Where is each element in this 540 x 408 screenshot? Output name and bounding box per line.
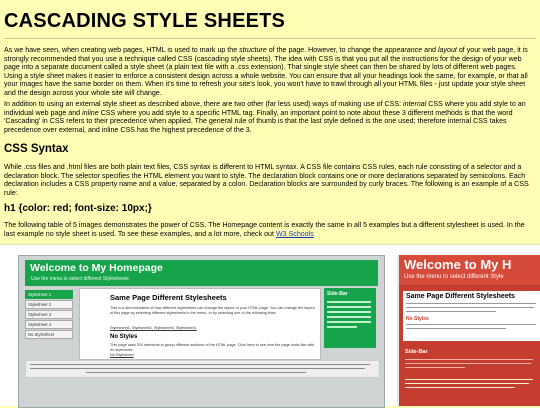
example-nav-item: Stylesheet 2 — [25, 300, 73, 309]
example-screenshot-red — [397, 255, 540, 406]
example-header — [25, 260, 378, 286]
text-run: of the page. However, to change the — [266, 46, 385, 54]
text-line — [327, 311, 371, 313]
example-header-title: Welcome to My Homepage — [30, 262, 163, 274]
emphasis-inline: inline — [82, 108, 99, 117]
text-line — [30, 364, 370, 365]
text-line — [327, 326, 357, 328]
emphasis-appearance: appearance — [384, 46, 423, 54]
text-line — [86, 372, 306, 373]
example-nav-item: Stylesheet 4 — [25, 320, 73, 329]
example-footer — [25, 360, 380, 378]
example-header — [399, 255, 540, 285]
emphasis-internal: internal — [403, 100, 427, 108]
example-main-text: This is a demonstration of how different stylesheets can change the layout of your HTML page. You can change the layout of this page by selecting different stylesheets in the menu, or by selecting one of the following links: — [110, 306, 315, 315]
example-no-styles-text: This page uses DIV elements to group different sections of the HTML page. Click here to see how the page looks like with no stylesheet: — [110, 343, 315, 352]
page-title: CASCADING STYLE SHEETS — [4, 10, 286, 32]
intro-paragraph — [4, 46, 535, 98]
example-header-title: Welcome to My H — [404, 257, 512, 272]
title-divider — [4, 38, 536, 39]
methods-paragraph — [4, 100, 535, 134]
example-main-title: Same Page Different Stylesheets — [406, 293, 515, 300]
example-body — [399, 285, 540, 406]
w3schools-link[interactable]: W3 Schools — [275, 229, 314, 238]
text-line — [406, 324, 536, 325]
text-line — [406, 307, 534, 308]
text-line — [327, 321, 371, 323]
text-line — [327, 301, 371, 303]
example-sidebar-title: Side-Bar — [327, 291, 348, 297]
text-run: and — [422, 46, 438, 54]
text-line — [405, 383, 529, 384]
text-run: As we have seen, when creating web pages, HTML is used to mark up the — [4, 46, 240, 54]
emphasis-layout: layout — [437, 46, 457, 54]
text-line — [406, 328, 506, 329]
example-no-styles-title: No Styles — [406, 316, 429, 322]
css-rule-example: h1 {color: red; font-size: 10px;} — [4, 203, 152, 214]
emphasis-structure: structure — [239, 46, 267, 54]
text-run: CSS where you add style to a specific HTML tag. Finally, an important point to note about these 3 different methods is that the word 'Cascading' in CSS refers to their precedence when applied. The general rule of thumb is that the last style defined is the one used; therefore internal CSS takes precedence over external, and inline CSS has the highest precedence of the 3. — [4, 108, 513, 134]
text-line — [406, 311, 496, 312]
text-line — [405, 359, 533, 360]
syntax-paragraph: While .css files and .html files are both plain text files, CSS syntax is different to HTML syntax. A CSS file contains CSS rules, each rule consisting of a selector and a declaration block. The selector specifies the HTML element you want to style. The declaration block contains one or more declarations separated by semicolons. Each declaration includes a CSS property name and a value, separated by a colon. Declaration blocks are surrounded by curly braces. The following is an example of a CSS rule: — [4, 163, 529, 197]
section-heading-css-syntax: CSS Syntax — [4, 143, 69, 155]
example-nav-item: Stylesheet 1 — [25, 290, 73, 299]
text-run: The following table of 5 images demonstrates the power of CSS. The Homepage content is exactly the same in all 5 examples but a different stylesheet is used. In the last example no style sheet is used. To see these examples, and a lot more, check out — [4, 221, 525, 238]
text-line — [327, 316, 371, 318]
example-screenshot-green — [18, 255, 385, 408]
example-main — [403, 291, 540, 341]
example-main — [79, 288, 321, 360]
example-main-links: Stylesheet1, Stylesheet2, Stylesheet3, Stylesheet4. — [110, 326, 197, 330]
example-nav — [25, 290, 73, 340]
example-header-subtitle: Use the menu to select different Style — [404, 274, 504, 280]
text-line — [405, 363, 531, 364]
example-sidebar-title: Side-Bar — [405, 349, 428, 355]
example-no-styles-title: No Styles — [110, 334, 138, 340]
example-sidebar — [324, 288, 376, 348]
example-nav-item: No Stylesheet — [25, 330, 73, 339]
example-header-subtitle: Use the menu to select different Stylesheets — [31, 276, 129, 282]
example-nav-item: Stylesheet 3 — [25, 310, 73, 319]
examples-paragraph — [4, 221, 535, 238]
text-line — [405, 379, 533, 380]
example-main-title: Same Page Different Stylesheets — [110, 293, 227, 302]
example-no-styles-link: No Stylesheet — [110, 353, 134, 357]
text-run: In addition to using an external style sheet as described above, there are two other (far less used) ways of making use of CSS: — [4, 100, 404, 108]
text-line — [327, 306, 371, 308]
text-line — [406, 303, 536, 304]
text-line — [30, 368, 365, 369]
text-run: CSS where you add style to an individual web page and — [4, 100, 526, 117]
text-line — [405, 387, 515, 388]
text-line — [405, 367, 465, 368]
text-run: of your web page, it is strongly recommended that you use a technique called CSS (cascading style sheets). The idea with CSS is that you put all the instructions for the design of your web page into a separate document called a style sheet (a plain text file with a .css extension). That single style sheet can then be shared by lots of different web pages. Using a style sheet makes it easier to enforce a consistent design across a whole website. You can ensure that all your headings look the same, for example, or that all your images have the same border on them. When it's time to refresh your site's look, you won't have to trawl through all your HTML files - just update your style sheet and the design across your whole site will change. — [4, 46, 528, 97]
examples-strip — [0, 244, 540, 406]
